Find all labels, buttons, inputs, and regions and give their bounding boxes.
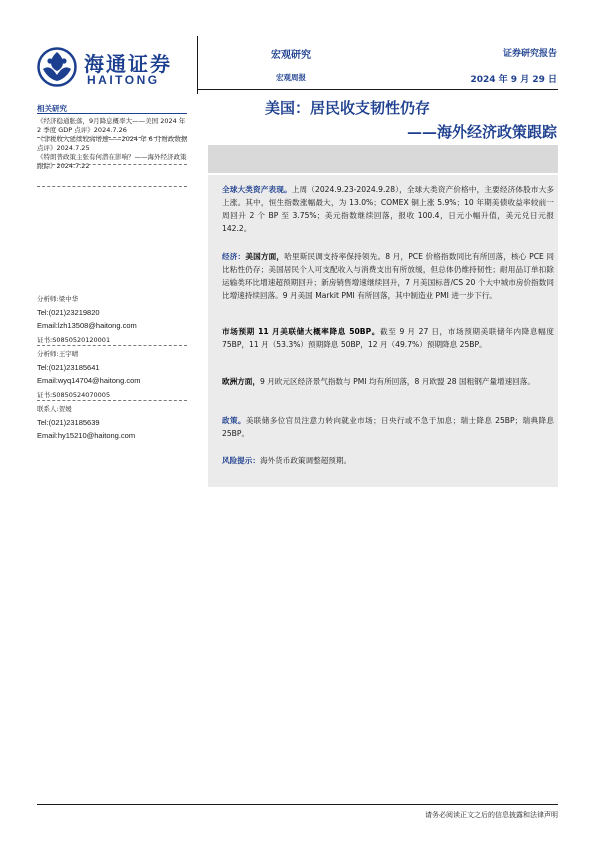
summary-economy-label: 经济： [222,252,246,261]
summary-economy [222,250,554,302]
analyst-list [37,294,187,445]
summary-assets [222,183,554,235]
summary-header-bar [208,145,558,173]
related-research-item[interactable]: 《非税收入延续较高增速——2024 年 6 月财政数据点评》2024.7.25 [37,135,188,152]
summary-policy [222,414,554,440]
analyst-tel: Tel:(021)23185641 [37,362,100,372]
report-title: 美国：居民收支韧性仍存 [265,99,431,117]
summary-fed-expectation [222,325,554,351]
related-divider [37,137,187,138]
summary-risk [222,454,554,467]
footer-rule [37,804,558,805]
analyst-divider [37,345,187,346]
logo-cn-text: 海通证券 [84,52,172,76]
contact-block [37,404,187,445]
report-category: 宏观研究 [271,50,311,61]
summary-europe [222,375,554,388]
summary-economy-text: 哈里斯民调支持率保持领先。8 月，PCE 价格指数同比有所回落，核心 PCE 同比粘性仍存；美国居民个人可支配收入与消费支出有所放缓，但总体仍维持韧性；耐用品订单扣除运输类环比增速超预期回升；新房销售增速继续回升，7 月美国标普/CS 20 个大中城市房价指数同比增速持续回落。9 月美国 Markit PMI 有所回落，其中制造业 PMI 进一步下行。 [222,252,555,300]
related-research-item[interactable]: 《经济稳通胀落，9月降息概率大——美国 2024 年 2 季度 GDP 点评》2024.7.26 [37,117,186,134]
related-divider [37,164,187,165]
haitong-logo-icon [37,47,77,87]
report-date: 2024 年 9 月 29 日 [470,75,557,85]
summary-risk-label: 风险提示： [222,456,260,465]
summary-us-label: 美国方面， [245,252,285,261]
analyst-cert: 证书:S0850520120001 [37,335,111,344]
report-type: 证券研究报告 [502,49,557,59]
related-research-heading: 相关研究 [37,104,67,113]
contact-tel: Tel:(021)23185639 [37,417,100,427]
footer-disclaimer: 请务必阅读正文之后的信息披露和法律声明 [425,811,558,819]
analyst-name: 分析师:王宇晴 [37,350,79,358]
summary-fed-label: 市场预期 11 月美联储大概率降息 50BP。 [222,327,381,336]
analyst-divider [37,400,187,401]
logo-en-text: HAITONG [87,73,160,87]
related-research-item[interactable]: 《特朗普政策主张有何潜在影响？——海外经济政策跟踪》2024.7.22 [37,153,187,170]
analyst-tel: Tel:(021)23219820 [37,307,100,317]
summary-policy-label: 政策。 [222,416,246,425]
related-research-list [37,117,190,171]
contact-name: 联系人:贺媛 [37,405,72,413]
header-divider-vertical [197,36,198,94]
header-divider-horizontal [198,89,558,90]
analyst-block [37,349,187,403]
summary-policy-text: 美联储多位官员注意力转向就业市场；日央行或不急于加息；瑞士降息 25BP；瑞典降息 25BP。 [222,416,554,438]
report-subcategory: 宏观周报 [276,73,306,82]
haitong-logo [37,46,187,88]
summary-fed-text: 截至 9 月 27 日，市场预期美联储年内降息幅度 75BP，11 月（53.3%）预期降息 50BP，12 月（49.7%）预期降息 25BP。 [222,327,555,349]
related-divider [37,186,187,187]
analyst-cert: 证书:S0850524070005 [37,390,111,399]
summary-assets-label: 全球大类资产表现。 [222,185,292,194]
report-subtitle: ——海外经济政策跟踪 [406,123,557,141]
analyst-email[interactable]: Email:wyq14704@haitong.com [37,376,141,385]
summary-risk-text: 海外货币政策调整超预期。 [259,456,352,465]
analyst-email[interactable]: Email:lzh13508@haitong.com [37,321,137,330]
related-research-rule [37,113,187,114]
summary-europe-text: 9 月欧元区经济景气指数与 PMI 均有所回落，8 月欧盟 28 国粗钢产量增速回落。 [259,377,535,386]
analyst-block [37,294,187,348]
summary-assets-text: 上周（2024.9.23-2024.9.28），全球大类资产价格中，主要经济体股市大多上涨。其中，恒生指数涨幅最大，为 13.0%；COMEX 铜上涨 5.9%；10 年期美债收益率较前一周回升 2 个 BP 至 3.75%；美元指数继续回落，报收 100.4，日元小幅升值，美元兑日元报 142.2。 [222,185,555,233]
summary-europe-label: 欧洲方面， [222,377,260,386]
contact-email[interactable]: Email:hy15210@haitong.com [37,431,136,440]
analyst-name: 分析师:梁中华 [37,295,79,303]
